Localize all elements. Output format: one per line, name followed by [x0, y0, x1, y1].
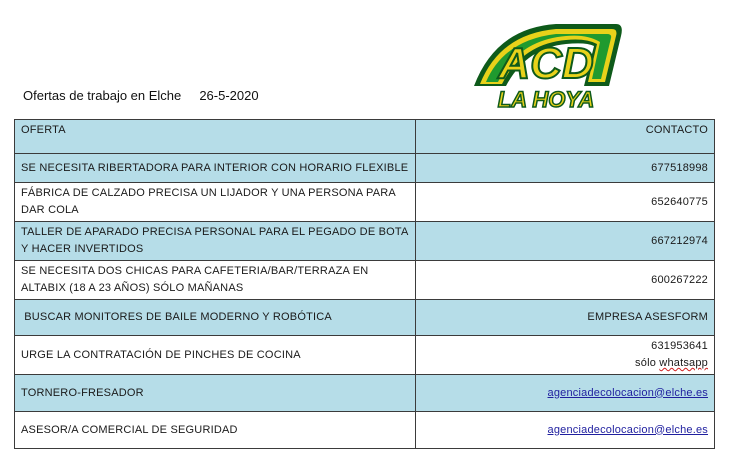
email-link[interactable]: agenciadecolocacion@elche.es: [547, 386, 708, 399]
table-header-row: [15, 120, 715, 154]
offer-cell: SE NECESITA DOS CHICAS PARA CAFETERIA/BAR/TERRAZA EN ALTABIX (18 A 23 AÑOS) SÓLO MAÑANAS: [15, 261, 416, 300]
logo-acd-letters: [474, 24, 622, 88]
contact-cell: 677518998: [416, 154, 715, 183]
svg-text:ACD: ACD: [498, 39, 594, 88]
offer-cell: FÁBRICA DE CALZADO PRECISA UN LIJADOR Y UNA PERSONA PARA DAR COLA: [15, 183, 416, 222]
title-date: 26-5-2020: [199, 88, 259, 103]
contact-cell: [416, 336, 715, 375]
job-offers-table: [14, 119, 715, 449]
offer-cell: ASESOR/A COMERCIAL DE SEGURIDAD: [15, 412, 416, 449]
table-row: [15, 300, 715, 336]
contact-cell: 600267222: [416, 261, 715, 300]
title-text: Ofertas de trabajo en Elche: [23, 88, 182, 103]
contact-cell: 667212974: [416, 222, 715, 261]
contact-note-prefix: sólo: [635, 357, 660, 369]
offer-cell: TORNERO-FRESADOR: [15, 375, 416, 412]
offer-cell: SE NECESITA RIBERTADORA PARA INTERIOR CON HORARIO FLEXIBLE: [15, 154, 416, 183]
offer-cell: URGE LA CONTRATACIÓN DE PINCHES DE COCINA: [15, 336, 416, 375]
contact-note-whatsapp: whatsapp: [659, 357, 708, 369]
table-row: [15, 375, 715, 412]
table-row: [15, 412, 715, 449]
email-link[interactable]: agenciadecolocacion@elche.es: [547, 423, 708, 436]
header-contacto: CONTACTO: [416, 120, 715, 154]
contact-phone: 631953641: [651, 340, 708, 352]
header-oferta: OFERTA: [15, 120, 416, 154]
table-row: [15, 261, 715, 300]
offer-cell: BUSCAR MONITORES DE BAILE MODERNO Y ROBÓTICA: [15, 300, 416, 336]
offer-cell: TALLER DE APARADO PRECISA PERSONAL PARA EL PEGADO DE BOTA Y HACER INVERTIDOS: [15, 222, 416, 261]
logo-la-hoya-text: LA HOYA: [497, 87, 595, 112]
table-row: [15, 183, 715, 222]
contact-cell: [416, 412, 715, 449]
contact-cell: [416, 375, 715, 412]
table-row: [15, 222, 715, 261]
contact-cell: 652640775: [416, 183, 715, 222]
table-row: [15, 336, 715, 375]
page-title: [23, 88, 259, 103]
acd-la-hoya-logo: [466, 18, 626, 114]
contact-cell: EMPRESA ASESFORM: [416, 300, 715, 336]
table-row: [15, 154, 715, 183]
contact-note: [422, 355, 708, 372]
